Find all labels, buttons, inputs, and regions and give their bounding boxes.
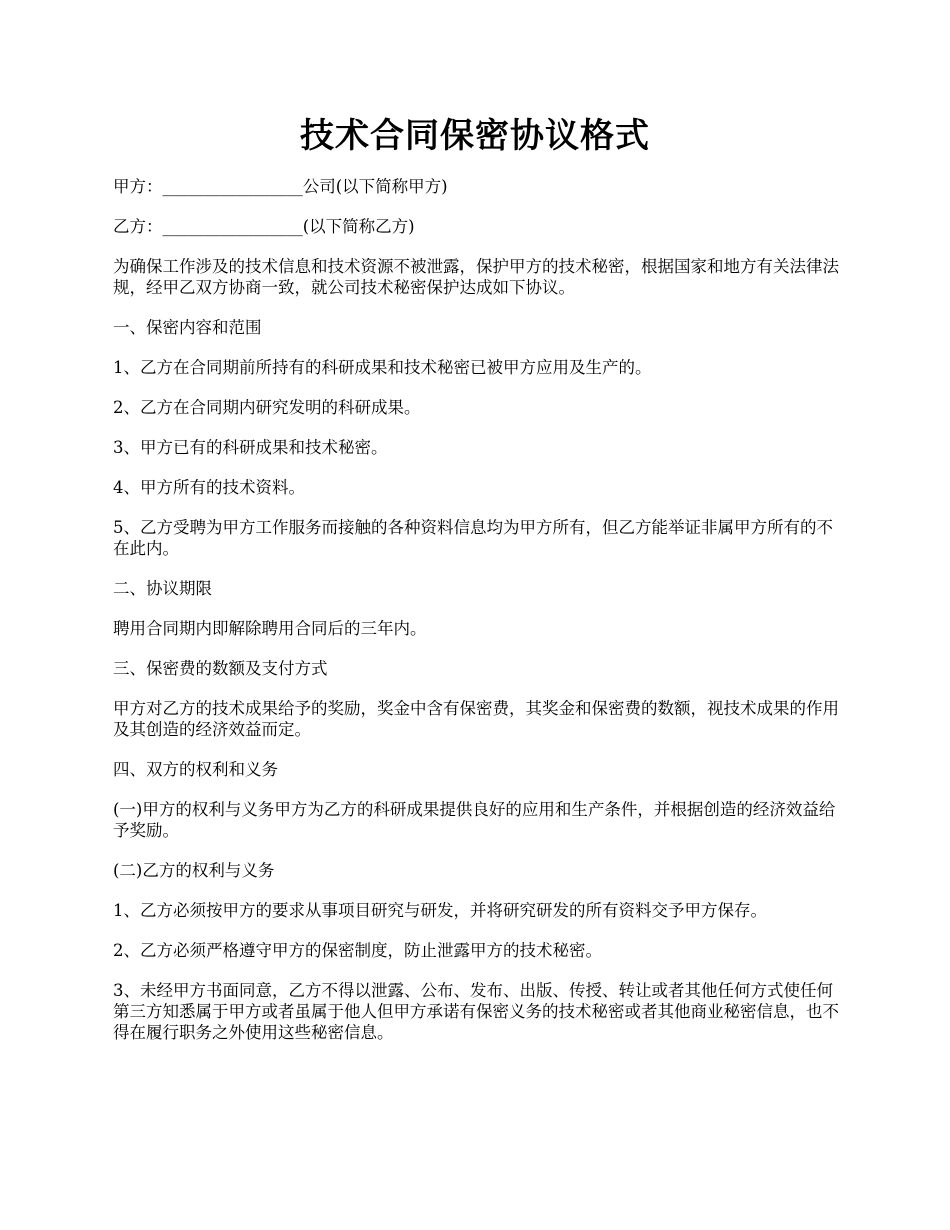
clause-paragraph: 甲方对乙方的技术成果给予的奖励，奖金中含有保密费，其奖金和保密费的数额，视技术成果的作用及其创造的经济效益而定。 — [113, 699, 839, 739]
preamble-paragraph: 为确保工作涉及的技术信息和技术资源不被泄露，保护甲方的技术秘密，根据国家和地方有关法律法规，经甲乙双方协商一致，就公司技术秘密保护达成如下协议。 — [113, 257, 839, 297]
clause-paragraph: 聘用合同期内即解除聘用合同后的三年内。 — [113, 619, 427, 638]
clause-paragraph: 3、甲方已有的科研成果和技术秘密。 — [113, 438, 388, 457]
clause-paragraph: 5、乙方受聘为甲方工作服务而接触的各种资料信息均为甲方所有，但乙方能举证非属甲方所有的不在此内。 — [113, 518, 833, 558]
clause-paragraph: 4、甲方所有的技术资料。 — [113, 478, 305, 497]
subsection-heading: (二)乙方的权利与义务 — [113, 861, 275, 880]
clause-paragraph: 1、乙方在合同期前所持有的科研成果和技术秘密已被甲方应用及生产的。 — [113, 358, 652, 377]
clause-paragraph: 3、未经甲方书面同意，乙方不得以泄露、公布、发布、出版、传授、转让或者其他任何方式使任何第三方知悉属于甲方或者虽属于他人但甲方承诺有保密义务的技术秘密或者其他商业秘密信息，也不得在履行职务之外使用这些秘密信息。 — [113, 981, 839, 1042]
clause-paragraph: 2、乙方在合同期内研究发明的科研成果。 — [113, 398, 421, 417]
section-heading-3: 三、保密费的数额及支付方式 — [113, 659, 328, 678]
clause-paragraph: (一)甲方的权利与义务甲方为乙方的科研成果提供良好的应用和生产条件，并根据创造的经济效益给予奖励。 — [113, 800, 836, 840]
section-heading-1: 一、保密内容和范围 — [113, 318, 262, 337]
document-body — [113, 176, 841, 1062]
section-heading-2: 二、协议期限 — [113, 579, 212, 598]
party-b-line: 乙方：_________________(以下简称乙方) — [113, 217, 415, 236]
section-heading-4: 四、双方的权利和义务 — [113, 760, 278, 779]
document-title: 技术合同保密协议格式 — [300, 116, 650, 156]
clause-paragraph: 2、乙方必须严格遵守甲方的保密制度，防止泄露甲方的技术秘密。 — [113, 941, 602, 960]
clause-paragraph: 1、乙方必须按甲方的要求从事项目研究与研发，并将研究研发的所有资料交予甲方保存。 — [113, 901, 767, 920]
party-a-line: 甲方：_________________公司(以下简称甲方) — [113, 177, 448, 196]
